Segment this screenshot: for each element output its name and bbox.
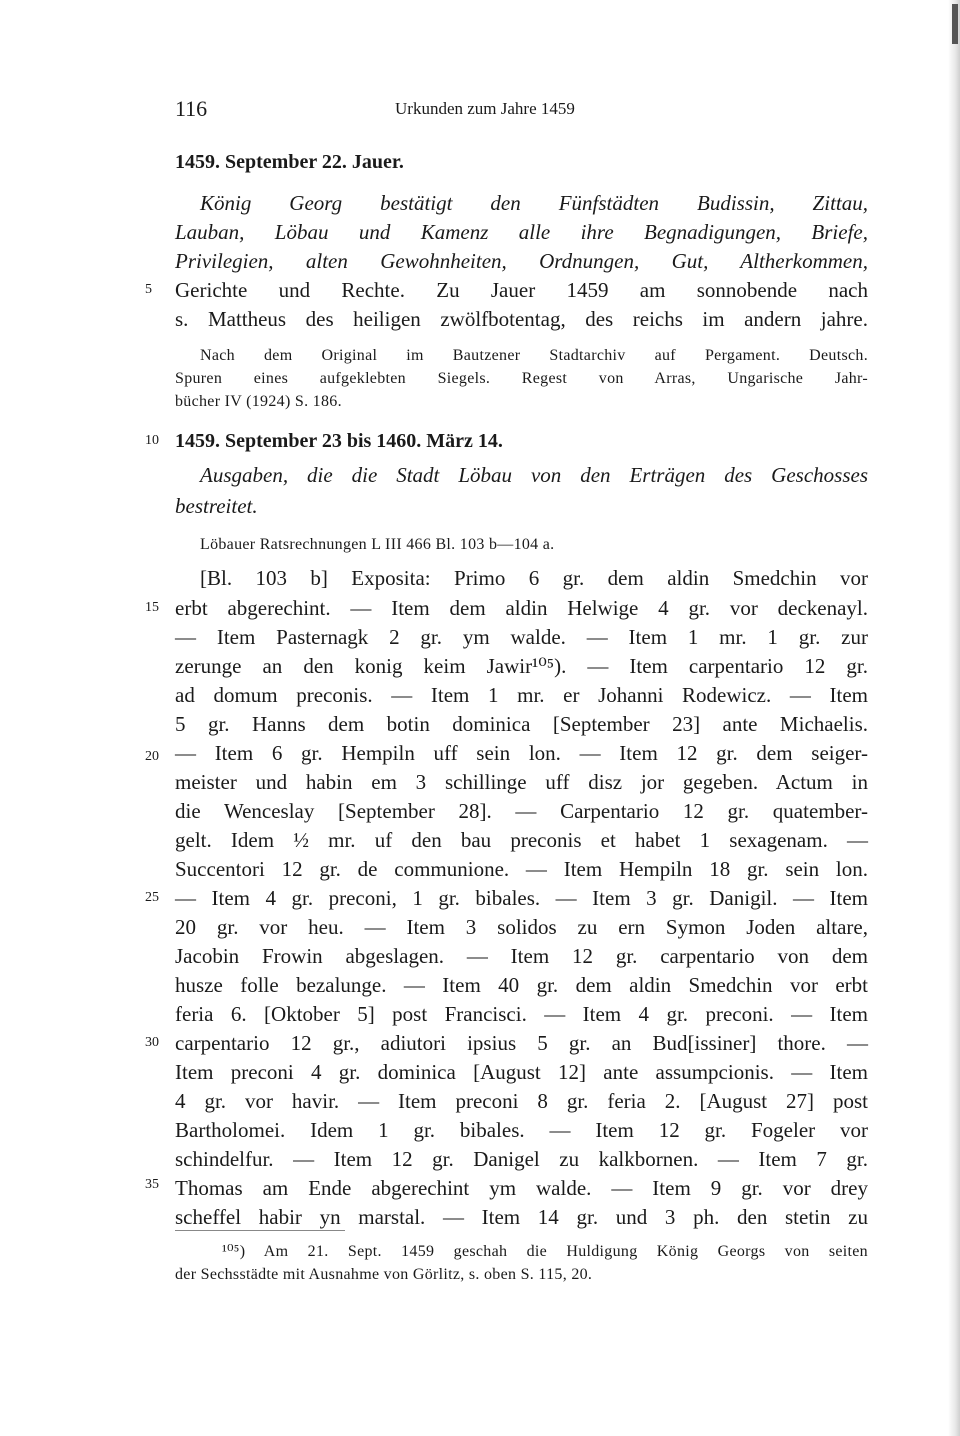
text-line: Jacobin Frowin abgeslagen. — Item 12 gr. carpentario von dem — [175, 944, 868, 968]
text-line: zerunge an den konig keim Jawir¹⁰⁵). — Item carpentario 12 gr. — [175, 654, 868, 678]
line-number-30: 30 — [145, 1035, 159, 1050]
text-line: 20 gr. vor heu. — Item 3 solidos zu ern Symon Joden altare, — [175, 915, 868, 939]
text-line: Item preconi 4 gr. dominica [August 12] ante assumpcionis. — Item — [175, 1060, 868, 1084]
line-number-20: 20 — [145, 749, 159, 764]
source-note: bücher IV (1924) S. 186. — [175, 393, 342, 410]
text-line: carpentario 12 gr., adiutori ipsius 5 gr. an Bud[issiner] thore. — — [175, 1031, 868, 1055]
abstract-line: Privilegien, alten Gewohnheiten, Ordnungen, Gut, Altherkommen, — [175, 249, 868, 273]
source-note: Nach dem Original im Bautzener Stadtarchiv auf Pergament. Deutsch. — [200, 347, 868, 364]
text-line: 4 gr. vor havir. — Item preconi 8 gr. feria 2. [August 27] post — [175, 1089, 868, 1113]
source-note: Spuren eines aufgeklebten Siegels. Regest von Arras, Ungarische Jahr- — [175, 370, 868, 387]
line-number-25: 25 — [145, 890, 159, 905]
text-line: [Bl. 103 b] Exposita: Primo 6 gr. dem aldin Smedchin vor — [200, 566, 868, 590]
abstract-line: bestreitet. — [175, 494, 258, 518]
text-line: die Wenceslay [September 28]. — Carpentario 12 gr. quatember- — [175, 799, 868, 823]
abstract-line: Lauban, Löbau und Kamenz alle ihre Begnadigungen, Briefe, — [175, 220, 868, 244]
source-note: Löbauer Ratsrechnungen L III 466 Bl. 103 b—104 a. — [200, 536, 555, 553]
entry-heading: 1459. September 23 bis 1460. März 14. — [175, 430, 503, 452]
text-line: Bartholomei. Idem 1 gr. bibales. — Item 12 gr. Fogeler vor — [175, 1118, 868, 1142]
text-line: ad domum preconis. — Item 1 mr. er Johanni Rodewicz. — Item — [175, 683, 868, 707]
line-number-35: 35 — [145, 1177, 159, 1192]
page-edge — [948, 0, 960, 1436]
text-line: — Item 6 gr. Hempiln uff sein lon. — Item 12 gr. dem seiger- — [175, 741, 868, 765]
abstract-line: Ausgaben, die die Stadt Löbau von den Erträgen des Geschosses — [200, 463, 868, 487]
footnote-line: ¹⁰⁵) Am 21. Sept. 1459 geschah die Huldigung König Georgs von seiten — [222, 1243, 868, 1260]
text-line: erbt abgerechint. — Item dem aldin Helwige 4 gr. vor deckenayl. — [175, 596, 868, 620]
entry-heading: 1459. September 22. Jauer. — [175, 151, 404, 173]
text-line: gelt. Idem ½ mr. uf den bau preconis et habet 1 sexagenam. — — [175, 828, 868, 852]
footnote-rule — [175, 1230, 345, 1231]
line-number-5: 5 — [145, 282, 152, 297]
abstract-line: s. Mattheus des heiligen zwölfbotentag, des reichs im andern jahre. — [175, 307, 868, 331]
text-line: Thomas am Ende abgerechint ym walde. — Item 9 gr. vor drey — [175, 1176, 868, 1200]
abstract-line: Gerichte und Rechte. Zu Jauer 1459 am sonnobende nach — [175, 278, 868, 302]
text-line: — Item 4 gr. preconi, 1 gr. bibales. — Item 3 gr. Danigil. — Item — [175, 886, 868, 910]
text-line: 5 gr. Hanns dem botin dominica [September 23] ante Michaelis. — [175, 712, 868, 736]
text-line: meister und habin em 3 schillinge uff disz jor gegeben. Actum in — [175, 770, 868, 794]
page-number: 116 — [175, 96, 208, 121]
line-number-15: 15 — [145, 600, 159, 615]
text-line: — Item Pasternagk 2 gr. ym walde. — Item 1 mr. 1 gr. zur — [175, 625, 868, 649]
text-line: feria 6. [Oktober 5] post Francisci. — Item 4 gr. preconi. — Item — [175, 1002, 868, 1026]
abstract-line: König Georg bestätigt den Fünfstädten Budissin, Zittau, — [200, 191, 868, 215]
text-line: Succentori 12 gr. de communione. — Item Hempiln 18 gr. sein lon. — [175, 857, 868, 881]
line-number-10: 10 — [145, 433, 159, 448]
text-line: husze folle bezalunge. — Item 40 gr. dem aldin Smedchin vor erbt — [175, 973, 868, 997]
footnote-line: der Sechsstädte mit Ausnahme von Görlitz, s. oben S. 115, 20. — [175, 1266, 593, 1283]
running-title: Urkunden zum Jahre 1459 — [395, 99, 575, 118]
text-line: scheffel habir yn marstal. — Item 14 gr. und 3 ph. den stetin zu — [175, 1205, 868, 1229]
text-line: schindelfur. — Item 12 gr. Danigel zu kalkbornen. — Item 7 gr. — [175, 1147, 868, 1171]
